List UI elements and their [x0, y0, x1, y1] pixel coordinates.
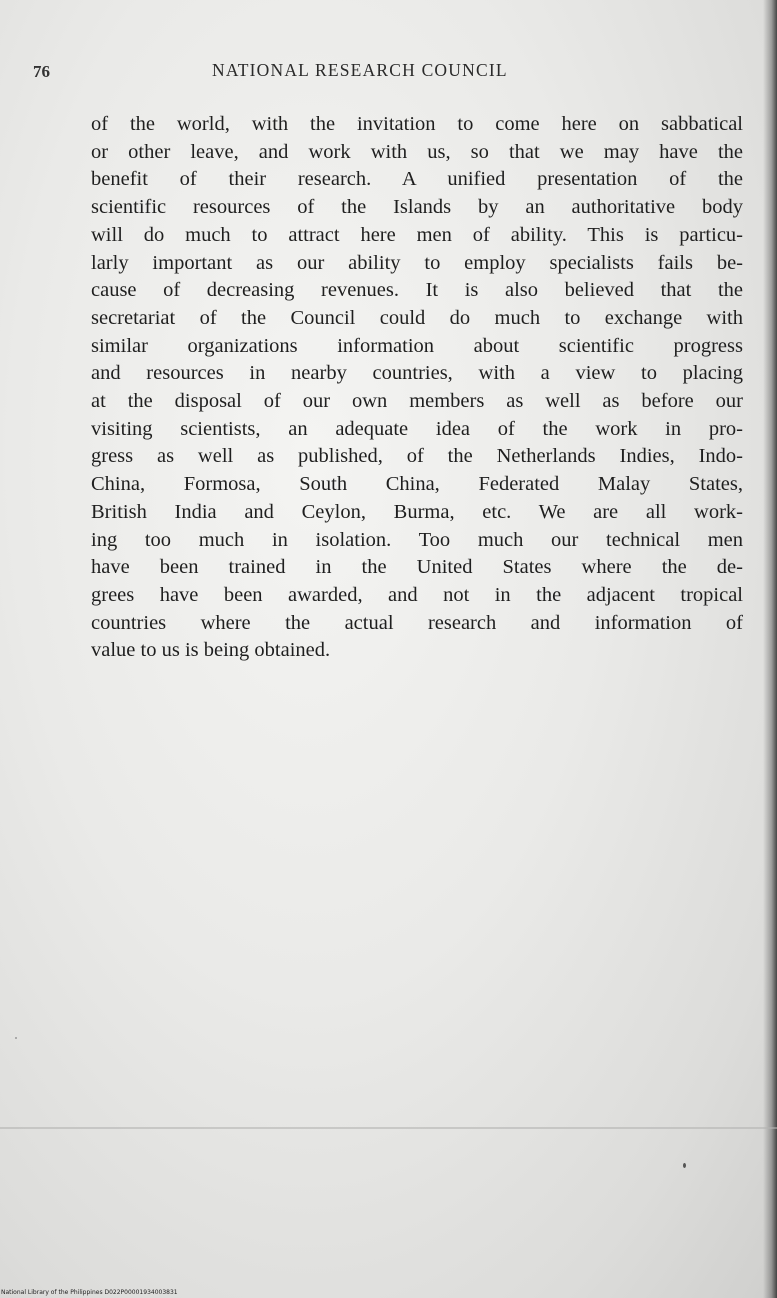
text-line: visiting scientists, an adequate idea of the work in pro- [91, 417, 743, 440]
text-line: benefit of their research. A unified presentation of the [91, 168, 743, 191]
text-line: gress as well as published, of the Netherlands Indies, Indo- [91, 445, 743, 468]
text-line: have been trained in the United States where the de- [91, 556, 743, 579]
text-line: secretariat of the Council could do much to exchange with [91, 306, 743, 329]
scan-speck [15, 1037, 17, 1039]
text-line: British India and Ceylon, Burma, etc. We are all work- [91, 500, 743, 523]
scan-fold-line [0, 1127, 777, 1129]
text-line: of the world, with the invitation to come here on sabbatical [91, 113, 743, 135]
text-line: scientific resources of the Islands by an authoritative body [91, 196, 743, 219]
page-edge-shadow [763, 0, 777, 1298]
scan-speck [683, 1163, 686, 1168]
text-line: similar organizations information about scientific progress [91, 334, 743, 357]
text-line: or other leave, and work with us, so that we may have the [91, 140, 743, 163]
text-line: grees have been awarded, and not in the adjacent tropical [91, 583, 743, 606]
library-credit: National Library of the Philippines D022P00001934003831 [1, 1289, 178, 1296]
text-line: at the disposal of our own members as well as before our [91, 390, 743, 413]
page-number: 76 [33, 62, 50, 81]
text-line: value to us is being obtained. [91, 639, 331, 662]
text-line: and resources in nearby countries, with a view to placing [91, 362, 743, 385]
text-line: will do much to attract here men of ability. This is particu- [91, 223, 743, 246]
running-head: NATIONAL RESEARCH COUNCIL [212, 60, 508, 80]
text-line: China, Formosa, South China, Federated Malay States, [91, 473, 743, 496]
text-line: countries where the actual research and information of [91, 611, 743, 634]
text-line: cause of decreasing revenues. It is also believed that the [91, 279, 743, 302]
body-paragraph [91, 111, 743, 665]
text-line: larly important as our ability to employ specialists fails be- [91, 251, 743, 274]
text-line: ing too much in isolation. Too much our technical men [91, 528, 743, 551]
